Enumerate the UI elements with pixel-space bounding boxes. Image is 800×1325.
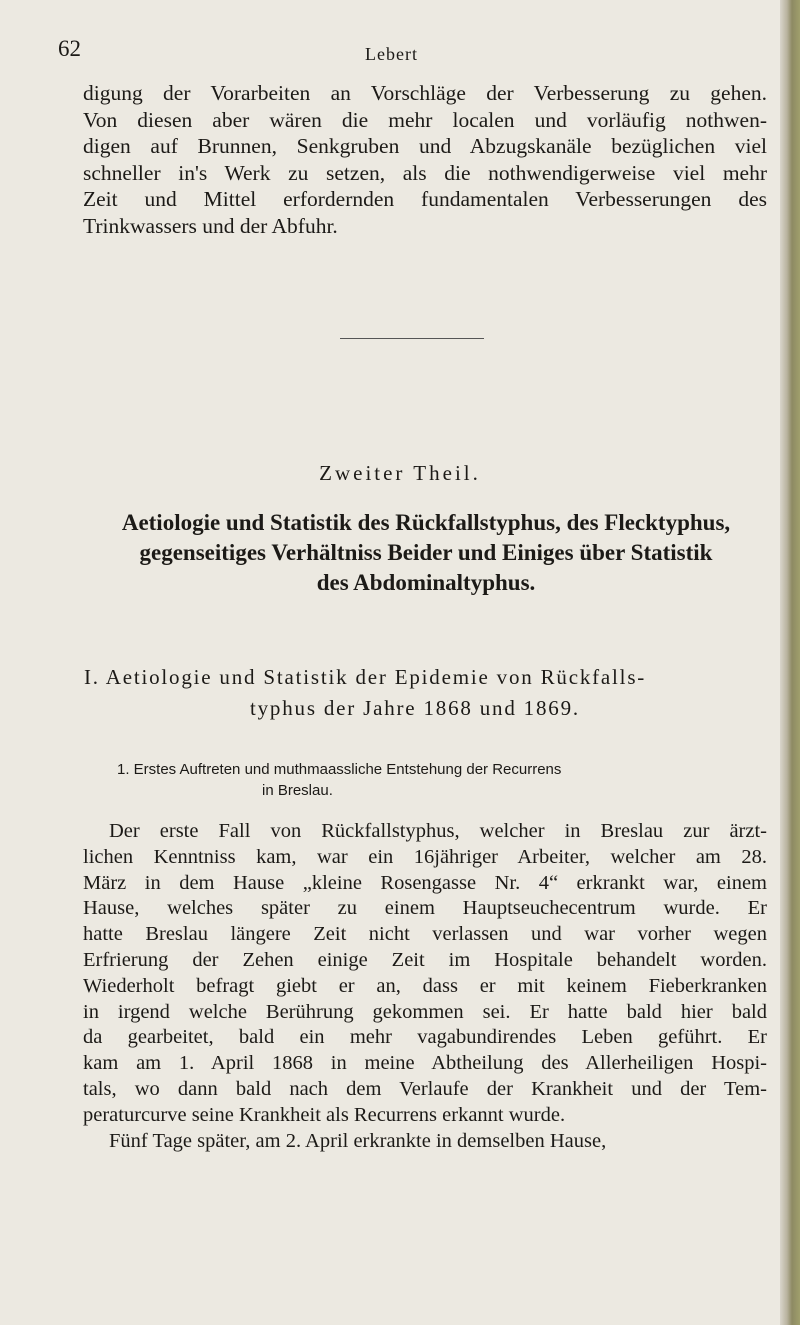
intro-paragraph (83, 80, 767, 239)
chapter-title (76, 508, 776, 598)
body-paragraph (83, 819, 767, 1154)
text-line: in irgend welche Berührung gekommen sei. Er hatte bald hier bald (83, 1000, 767, 1023)
section-divider (340, 338, 484, 339)
section-heading-line: I. Aetiologie und Statistik der Epidemie von Rückfalls- (84, 665, 647, 689)
running-head: Lebert (365, 44, 418, 64)
section-heading-line: typhus der Jahre 1868 und 1869. (250, 696, 580, 720)
text-line: Hause, welches später zu einem Hauptseuchecentrum wurde. Er (83, 897, 767, 920)
text-line: digung der Vorarbeiten an Vorschläge der Verbesserung zu gehen. (83, 81, 767, 105)
text-line: Zeit und Mittel erfordernden fundamentalen Verbesserungen des (83, 187, 767, 211)
text-line: hatte Breslau längere Zeit nicht verlassen und war vorher wegen (83, 923, 767, 946)
text-line: da gearbeitet, bald ein mehr vagabundirendes Leben geführt. Er (83, 1026, 767, 1049)
subsection-heading-line: 1. Erstes Auftreten und muthmaassliche Entstehung der Recurrens (117, 761, 562, 778)
text-line: Der erste Fall von Rückfallstyphus, welcher in Breslau zur ärzt- (109, 820, 767, 842)
text-line: Von diesen aber wären die mehr localen und vorläufig nothwen- (83, 107, 767, 132)
text-line: schneller in's Werk zu setzen, als die nothwendigerweise viel mehr (83, 160, 767, 185)
section-heading (84, 662, 784, 724)
text-line: Wiederholt befragt giebt er an, dass er mit keinem Fieberkranken (83, 974, 767, 997)
text-line: März in dem Hause „kleine Rosengasse Nr. 4“ erkrankt war, einem (83, 871, 767, 894)
text-line: Trinkwassers und der Abfuhr. (83, 213, 338, 238)
text-line: peraturcurve seine Krankheit als Recurrens erkannt wurde. (83, 1103, 566, 1126)
title-line: gegenseitiges Verhältniss Beider und Einiges über Statistik (139, 540, 713, 565)
text-line: tals, wo dann bald nach dem Verlaufe der Krankheit und der Tem- (83, 1077, 767, 1100)
text-line: kam am 1. April 1868 in meine Abtheilung des Allerheiligen Hospi- (83, 1052, 767, 1075)
text-line: Fünf Tage später, am 2. April erkrankte in demselben Hause, (109, 1129, 607, 1152)
page-number: 62 (58, 36, 81, 61)
text-line: lichen Kenntniss kam, war ein 16jähriger Arbeiter, welcher am 28. (83, 845, 767, 868)
text-line: Erfrierung der Zehen einige Zeit im Hospitale behandelt worden. (83, 948, 767, 971)
title-line: Aetiologie und Statistik des Rückfallstyphus, des Flecktyphus, (121, 510, 731, 535)
part-heading: Zweiter Theil. (319, 461, 481, 485)
subsection-heading-line: in Breslau. (262, 782, 333, 799)
text-line: digen auf Brunnen, Senkgruben und Abzugskanäle bezüglichen viel (83, 134, 767, 158)
title-line: des Abdominaltyphus. (316, 570, 536, 595)
subsection-heading (117, 759, 561, 801)
